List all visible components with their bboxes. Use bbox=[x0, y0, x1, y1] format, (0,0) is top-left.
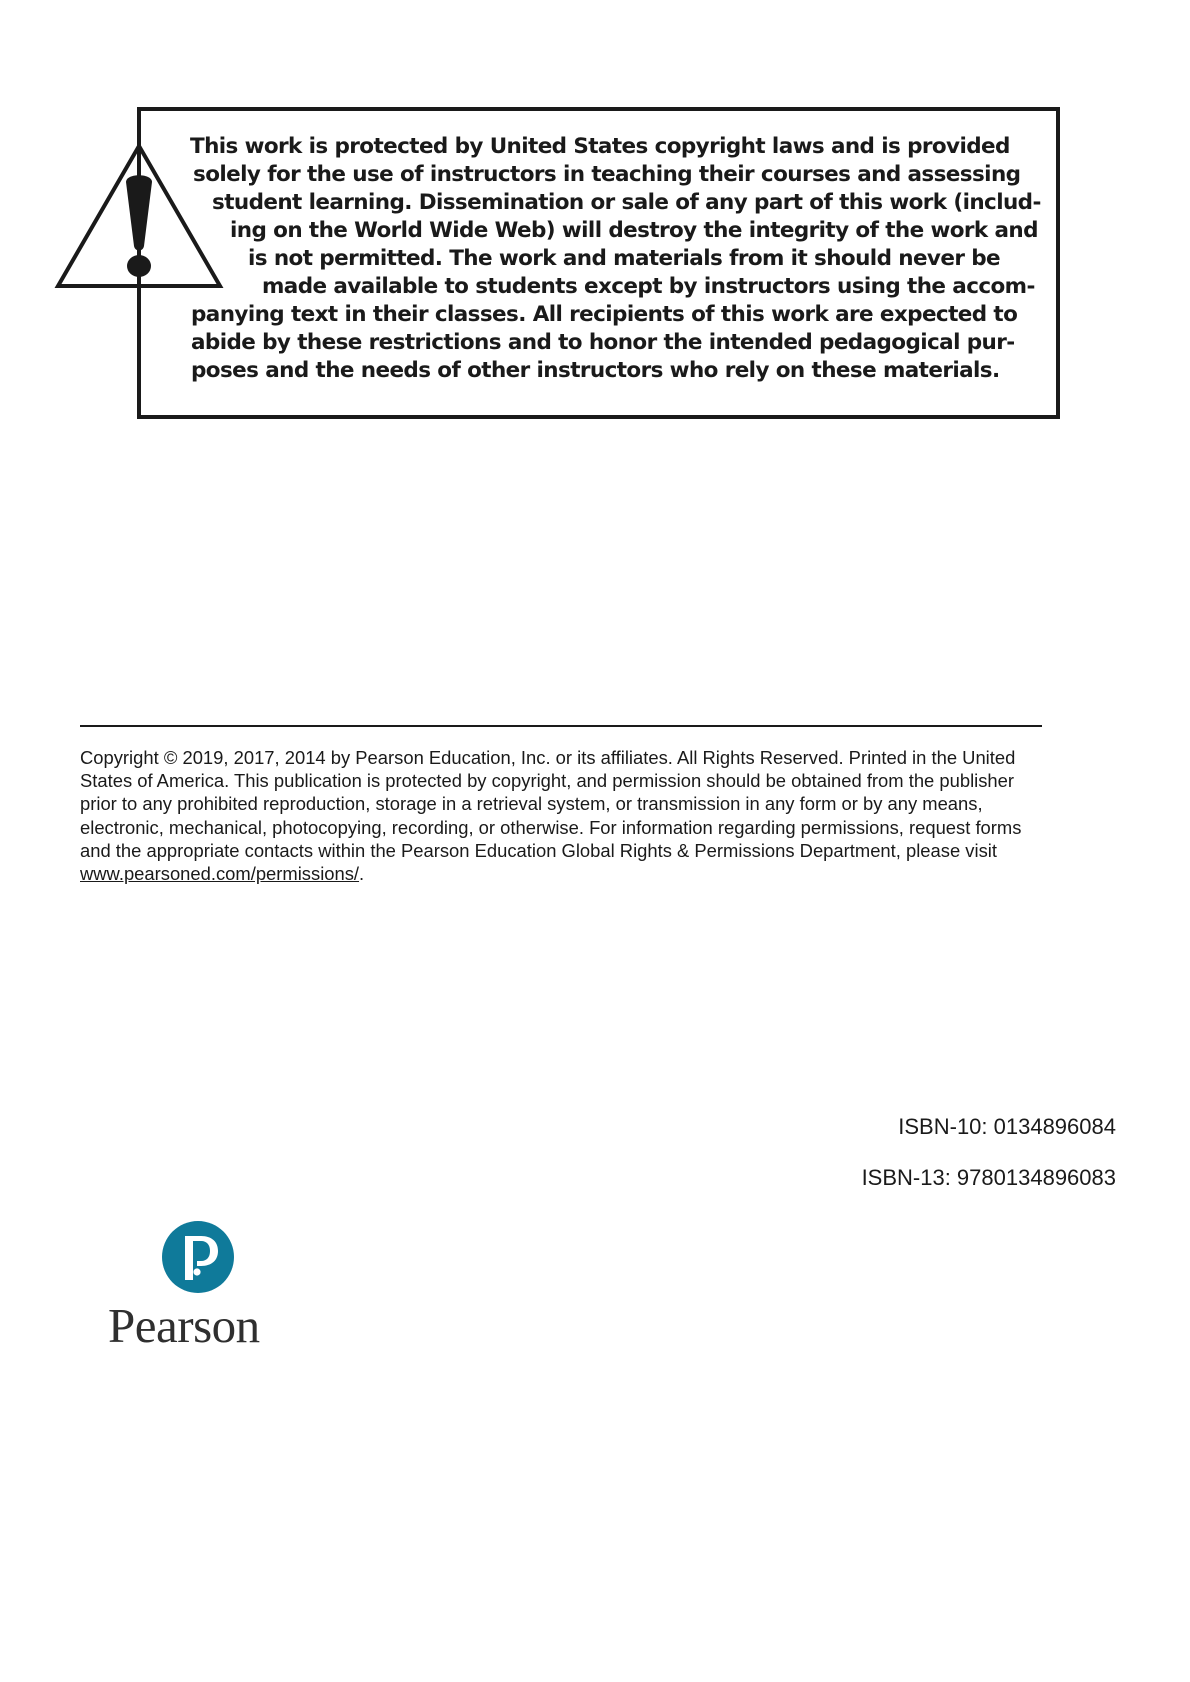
warning-line-5: is not permitted. The work and materials from it should never be bbox=[248, 246, 1000, 271]
pearson-logo-icon bbox=[161, 1220, 235, 1294]
copyright-line-4: electronic, mechanical, photocopying, recording, or otherwise. For information regarding permissions, request forms bbox=[80, 816, 1022, 838]
warning-line-1: This work is protected by United States copyright laws and is provided bbox=[190, 134, 1010, 159]
copyright-line-5: and the appropriate contacts within the Pearson Education Global Rights & Permissions Department, please visit bbox=[80, 839, 997, 861]
warning-line-8: abide by these restrictions and to honor the intended pedagogical pur- bbox=[191, 330, 1015, 355]
warning-line-9: poses and the needs of other instructors who rely on these materials. bbox=[191, 358, 1000, 383]
copyright-line-1: Copyright © 2019, 2017, 2014 by Pearson Education, Inc. or its affiliates. All Rights Reserved. Printed in the United bbox=[80, 747, 1016, 768]
warning-line-7: panying text in their classes. All recipients of this work are expected to bbox=[191, 302, 1018, 327]
permissions-link-suffix: . bbox=[359, 863, 365, 885]
isbn-10: ISBN-10: 0134896084 bbox=[898, 1114, 1116, 1139]
copyright-statement bbox=[80, 746, 1120, 885]
permissions-link[interactable]: www.pearsoned.com/permissions/ bbox=[80, 863, 360, 885]
warning-line-6: made available to students except by instructors using the accom- bbox=[262, 274, 1035, 299]
copyright-line-3: prior to any prohibited reproduction, storage in a retrieval system, or transmission in any form or by any means, bbox=[80, 793, 983, 815]
warning-line-4: ing on the World Wide Web) will destroy the integrity of the work and bbox=[230, 218, 1038, 243]
pearson-wordmark: Pearson bbox=[108, 1298, 260, 1353]
isbn-13: ISBN-13: 9780134896083 bbox=[861, 1165, 1116, 1190]
warning-line-3: student learning. Dissemination or sale of any part of this work (includ- bbox=[212, 190, 1041, 215]
warning-line-2: solely for the use of instructors in teaching their courses and assessing bbox=[193, 162, 1021, 187]
copyright-line-2: States of America. This publication is protected by copyright, and permission should be obtained from the publisher bbox=[80, 770, 1015, 792]
copyright-line-6 bbox=[80, 862, 1120, 885]
section-divider bbox=[80, 725, 1042, 727]
